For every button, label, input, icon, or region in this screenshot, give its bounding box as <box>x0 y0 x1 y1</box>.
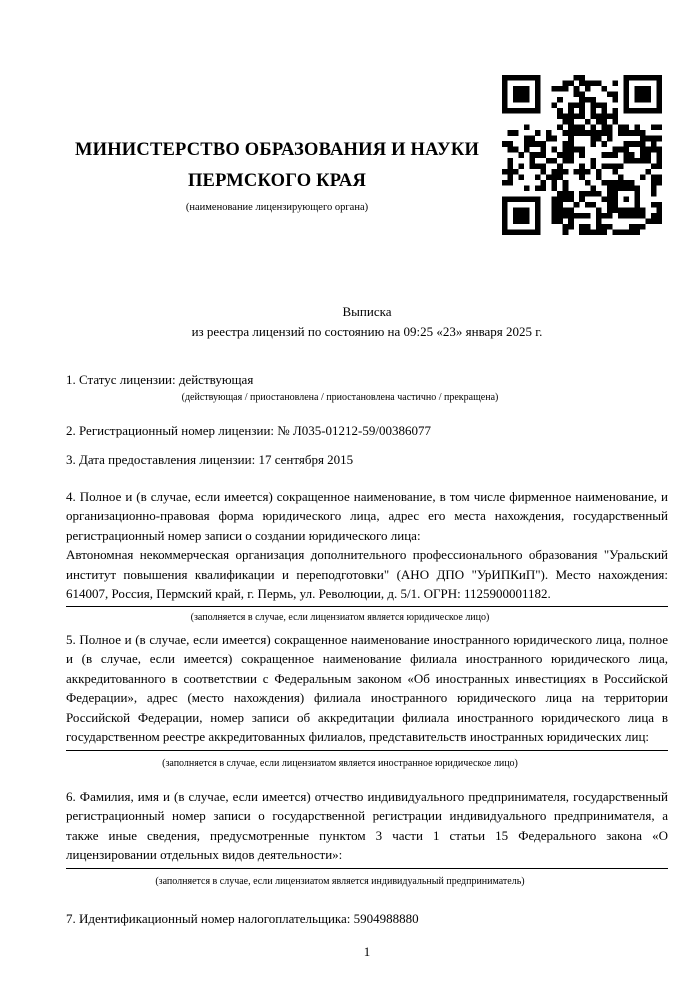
title-line1: Выписка <box>342 304 392 319</box>
document-title <box>66 302 668 341</box>
registration-number-text: 2. Регистрационный номер лицензии: № Л035-01212-59/00386077 <box>66 422 432 438</box>
legal-entity-note: (заполняется в случае, если лицензиатом является юридическое лицо) <box>190 611 490 623</box>
item-grant-date <box>66 450 668 470</box>
foreign-entity-note: (заполняется в случае, если лицензиатом является иностранное юридическое лицо) <box>162 757 518 769</box>
foreign-entity-label: 5. Полное и (в случае, если имеется) сокращенное наименование иностранного юридического лица, полное и (в случае, если имеется) сокращенное наименование филиала иностранного юридического лица, аккредитованного в соответствии с Федеральным законом «Об иностранных инвестициях в Российской Федерации», адрес (место нахождения) филиала иностранного юридического лица на территории Российской Федерации, номер записи об аккредитации филиала иностранного юридического лица в государственном реестре аккредитованных филиалов, представительств иностранных юридических лиц: <box>66 631 668 744</box>
title-line2: из реестра лицензий по состоянию на 09:25 «23» января 2025 г. <box>191 323 543 339</box>
grant-date-text: 3. Дата предоставления лицензии: 17 сентября 2015 <box>66 452 354 467</box>
ministry-name-line1: МИНИСТЕРСТВО ОБРАЗОВАНИЯ И НАУКИ <box>74 140 480 160</box>
item-license-status <box>66 370 668 405</box>
license-status-note: (действующая / приостановлена / приостановлена частично / прекращена) <box>181 391 499 403</box>
document-body <box>66 370 668 959</box>
qr-code-icon <box>502 75 662 235</box>
item-foreign-entity <box>66 630 668 771</box>
legal-entity-value: Автономная некоммерческая организация дополнительного профессионального образования "Уральский институт повышения квалификации и переподготовки" (АНО ДПО "УрИПКиП"). Место нахождения: 614007, Россия, Пермский край, г. Пермь, ул. Революции, д. 5/1. ОГРН: 1125900001182. <box>66 545 668 607</box>
license-status-text: 1. Статус лицензии: действующая <box>66 372 254 387</box>
item-registration-number <box>66 421 668 441</box>
document-header <box>0 0 700 235</box>
entrepreneur-blank-field <box>66 868 668 869</box>
page-number: 1 <box>363 944 371 959</box>
item-taxpayer-number <box>66 909 668 929</box>
entrepreneur-note: (заполняется в случае, если лицензиатом является индивидуальный предприниматель) <box>155 875 525 887</box>
ministry-caption: (наименование лицензирующего органа) <box>185 202 369 213</box>
taxpayer-number-text: 7. Идентификационный номер налогоплательщика: 5904988880 <box>66 910 419 926</box>
entrepreneur-label: 6. Фамилия, имя и (в случае, если имеется) отчество индивидуального предпринимателя, государственный регистрационный номер записи о государственной регистрации индивидуального предпринимателя, а также иные сведения, предусмотренные пунктом 3 части 1 статьи 15 Федерального закона «О лицензировании отдельных видов деятельности»: <box>66 788 668 862</box>
legal-entity-label: 4. Полное и (в случае, если имеется) сокращенное наименование, в том числе фирменное наименование, и организационно-правовая форма юридического лица, адрес его места нахождения, государственный регистрационный номер записи о создании юридического лица: <box>66 488 668 543</box>
foreign-entity-blank-field <box>66 750 668 751</box>
item-individual-entrepreneur <box>66 787 668 889</box>
ministry-name-line2: ПЕРМСКОГО КРАЯ <box>187 171 367 191</box>
licensing-authority-block <box>66 135 502 214</box>
item-legal-entity <box>66 487 668 625</box>
